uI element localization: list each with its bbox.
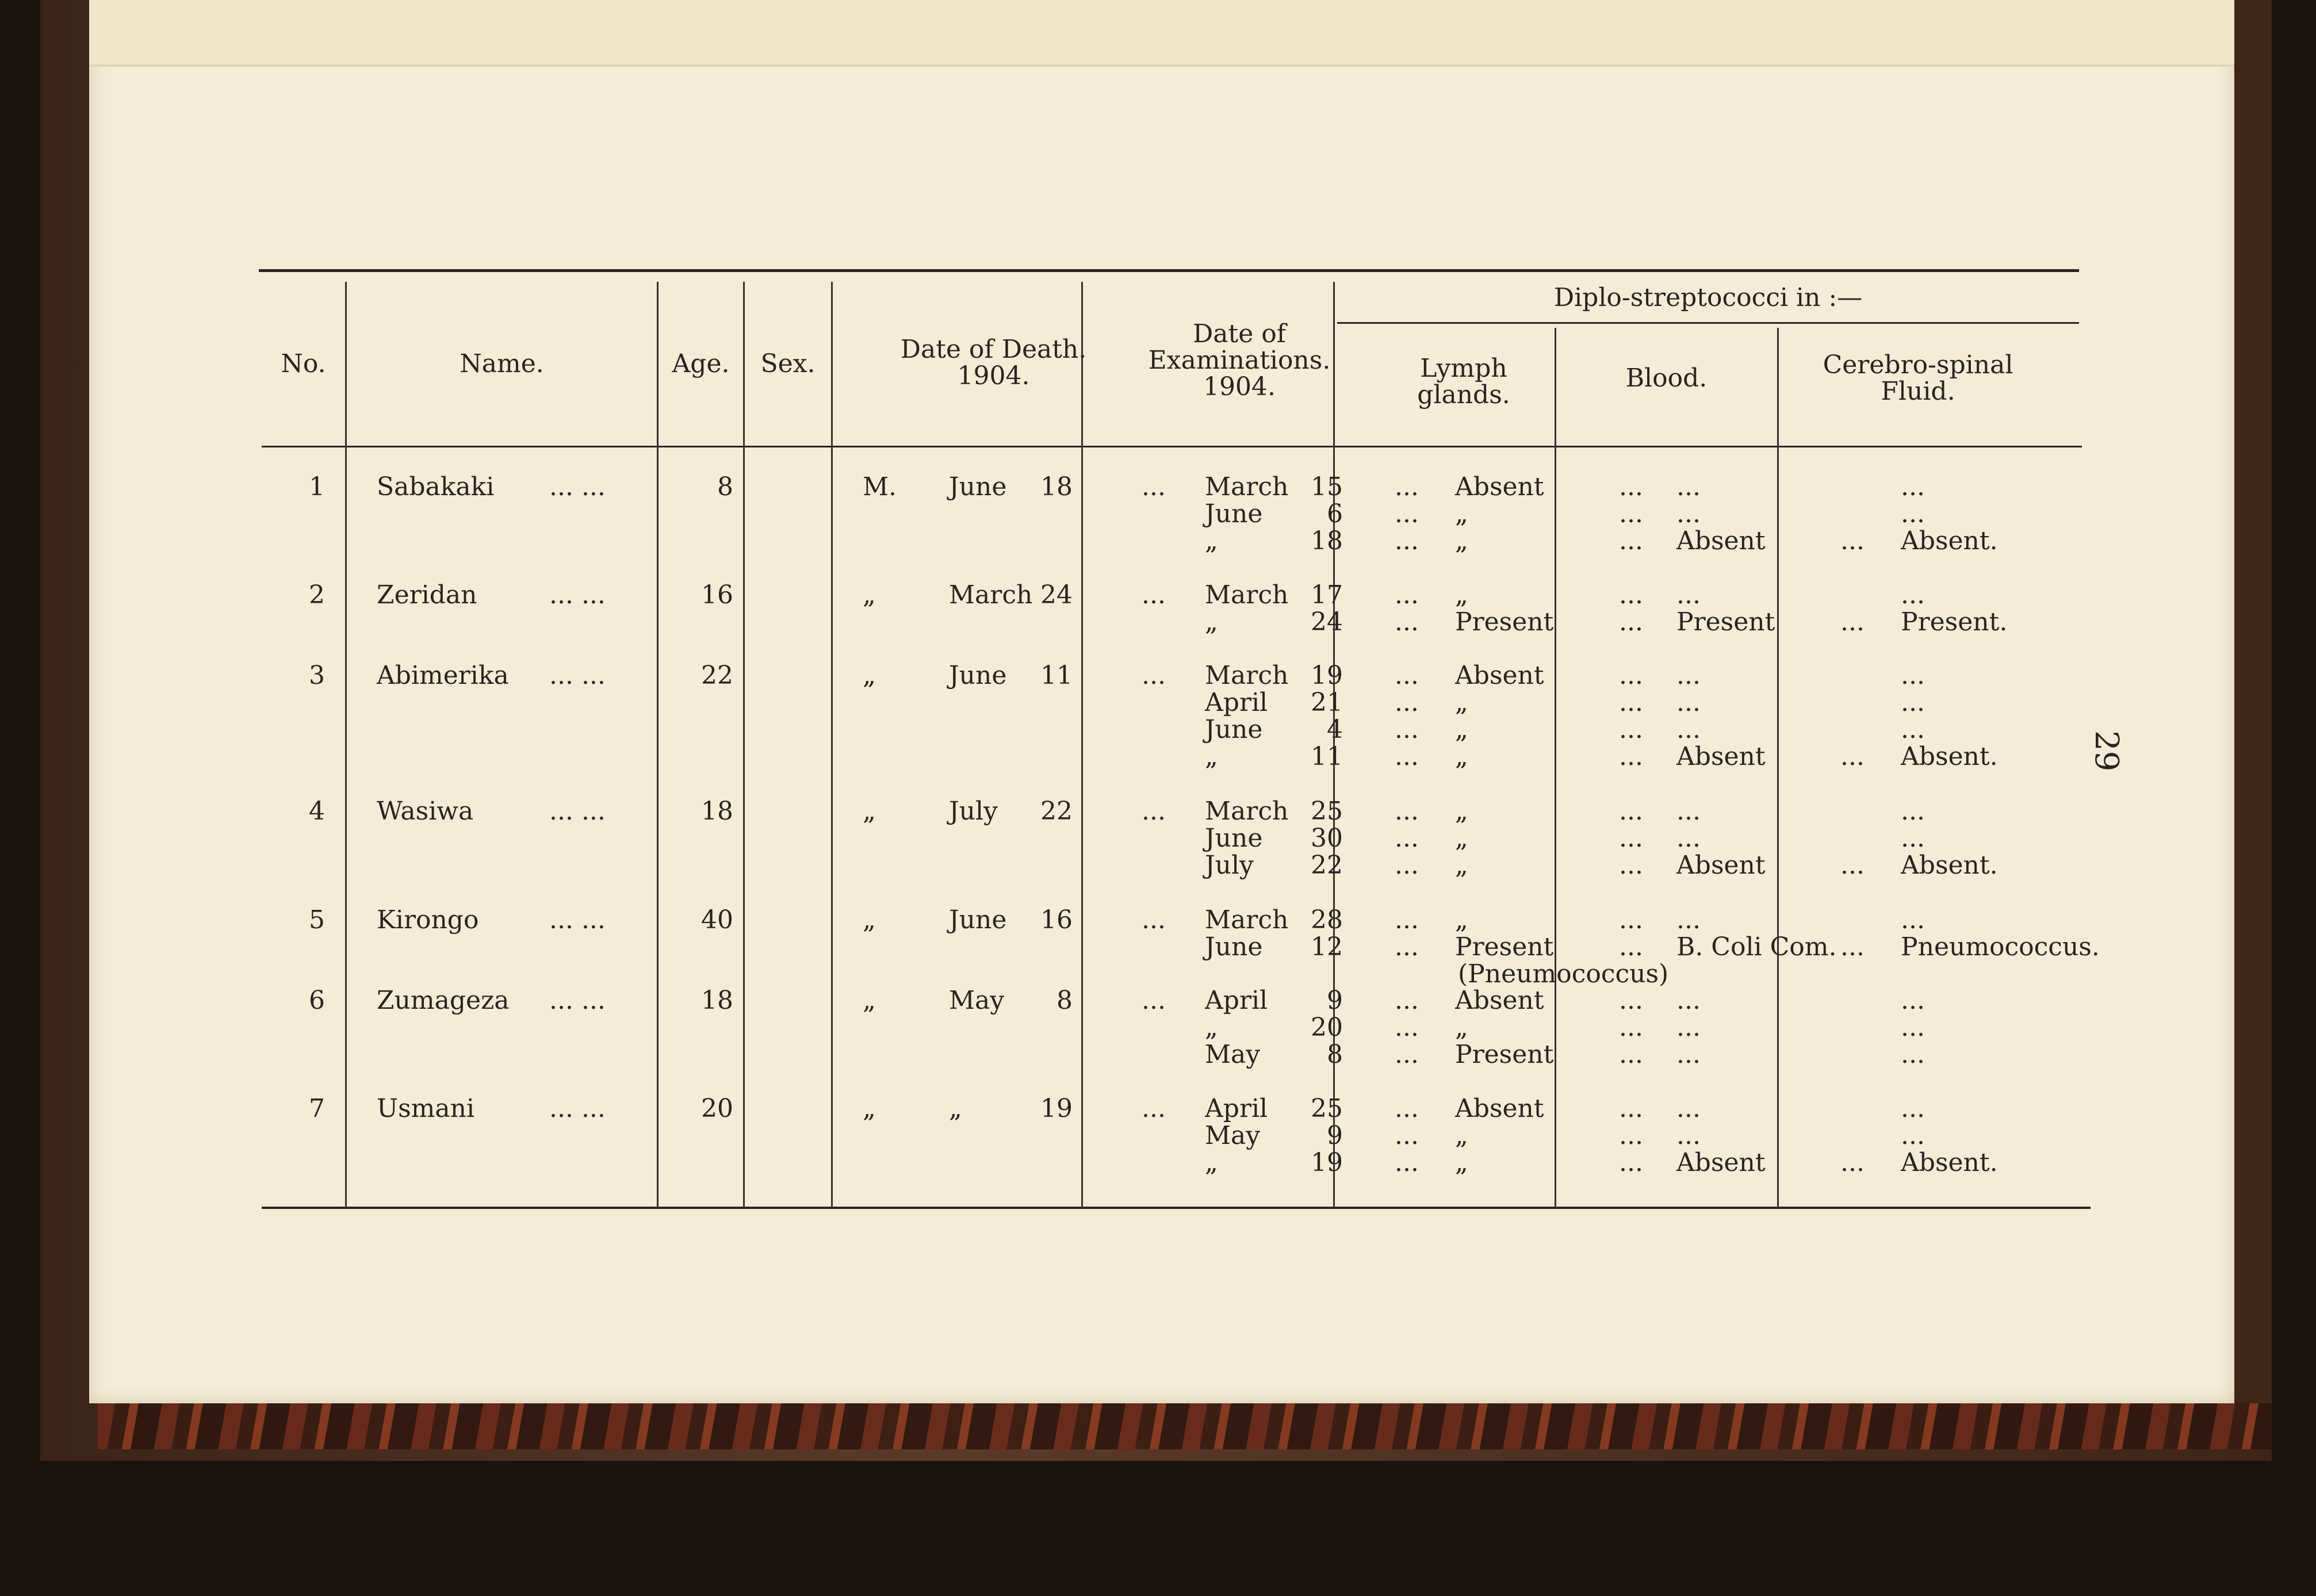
exam-csf: ... (1901, 1013, 1925, 1042)
leader-dots: ... (1619, 526, 1643, 556)
exam-csf: ... (1901, 1121, 1925, 1150)
exam-day: 9 (1327, 1121, 1343, 1150)
exam-csf: ... (1901, 1094, 1925, 1123)
exam-lymph: „ (1455, 499, 1468, 529)
header-csf: Cerebro-spinal Fluid. (1823, 350, 2013, 406)
exam-blood: ... (1676, 472, 1701, 502)
exam-blood: ... (1676, 499, 1701, 529)
leader-dots: ... (1142, 797, 1166, 826)
exam-month: June (1205, 824, 1263, 853)
top-rule (259, 269, 2079, 272)
exam-csf: ... (1901, 688, 1925, 717)
row-death-day: 22 (1040, 797, 1073, 826)
row-age: 18 (701, 797, 733, 826)
leader-dots: ... (1840, 742, 1865, 771)
leader-dots: ... (1395, 580, 1419, 610)
row-name: Zumageza (377, 986, 510, 1015)
leader-dots: ... (1619, 661, 1643, 690)
leader-dots: ... (1395, 824, 1419, 853)
row-number: 3 (309, 661, 325, 690)
leader-dots: ... (1395, 1148, 1419, 1177)
exam-lymph: „ (1455, 715, 1468, 744)
exam-month: April (1205, 688, 1268, 717)
exam-csf: ... (1901, 580, 1925, 610)
header-death: Date of Death. 1904. (900, 335, 1087, 391)
exam-day: 8 (1327, 1040, 1343, 1069)
exam-blood: ... (1676, 1121, 1701, 1150)
leader-dots: ... (1142, 472, 1166, 502)
leader-dots: ... (1395, 905, 1419, 935)
exam-day: 12 (1311, 932, 1343, 962)
bottom-rule (262, 1207, 2091, 1209)
row-sex: „ (863, 1094, 876, 1123)
row-name: Sabakaki (377, 472, 495, 502)
exam-month: April (1205, 1094, 1268, 1123)
exam-csf: ... (1901, 472, 1925, 502)
leader-dots: ... (1840, 932, 1865, 962)
exam-month: March (1205, 797, 1289, 826)
header-name: Name. (460, 349, 544, 378)
exam-day: 20 (1311, 1013, 1343, 1042)
row-death-month: March (949, 580, 1033, 610)
leader-dots: ... (1395, 1040, 1419, 1069)
row-death-day: 8 (1056, 986, 1073, 1015)
row-death-day: 24 (1040, 580, 1073, 610)
leader-dots: ... (1142, 580, 1166, 610)
leader-dots: ... (1840, 851, 1865, 880)
previous-page-edge (89, 0, 2234, 67)
col-divider (831, 282, 833, 1208)
exam-day: 15 (1311, 472, 1343, 502)
col-divider (1081, 282, 1083, 1208)
row-death-month: June (949, 472, 1007, 502)
exam-csf: Absent. (1901, 742, 1998, 771)
row-death-day: 19 (1040, 1094, 1073, 1123)
exam-lymph: „ (1455, 580, 1468, 610)
exam-day: 24 (1311, 607, 1343, 637)
leader-dots: ... (1395, 607, 1419, 637)
exam-csf: Absent. (1901, 526, 1998, 556)
header-blood: Blood. (1625, 363, 1708, 393)
leader-dots: ... ... (549, 1094, 606, 1123)
leader-dots: ... (1619, 932, 1643, 962)
exam-lymph: „ (1455, 688, 1468, 717)
exam-month: June (1205, 715, 1263, 744)
exam-lymph: „ (1455, 905, 1468, 935)
exam-blood: Absent (1676, 526, 1766, 556)
exam-lymph: Present (1455, 1040, 1554, 1069)
leader-dots: ... ... (549, 986, 606, 1015)
exam-blood: ... (1676, 688, 1701, 717)
leader-dots: ... (1840, 607, 1865, 637)
exam-blood: ... (1676, 1013, 1701, 1042)
exam-month: May (1205, 1040, 1261, 1069)
leader-dots: ... (1619, 1040, 1643, 1069)
row-sex: „ (863, 797, 876, 826)
exam-month: „ (1205, 742, 1218, 771)
exam-month: March (1205, 661, 1289, 690)
exam-blood: ... (1676, 1094, 1701, 1123)
leader-dots: ... (1619, 851, 1643, 880)
exam-month: March (1205, 472, 1289, 502)
exam-month: April (1205, 986, 1268, 1015)
exam-day: 6 (1327, 499, 1343, 529)
exam-csf: Absent. (1901, 851, 1998, 880)
exam-day: 28 (1311, 905, 1343, 935)
col-divider (743, 282, 745, 1208)
exam-lymph: „ (1455, 526, 1468, 556)
row-name: Kirongo (377, 905, 479, 935)
exam-lymph: „ (1455, 824, 1468, 853)
exam-month: „ (1205, 1013, 1218, 1042)
row-age: 20 (701, 1094, 733, 1123)
row-death-month: July (949, 797, 998, 826)
leader-dots: ... (1840, 1148, 1865, 1177)
exam-csf: ... (1901, 1040, 1925, 1069)
leader-dots: ... (1619, 1094, 1643, 1123)
exam-month: March (1205, 580, 1289, 610)
exam-day: 11 (1311, 742, 1343, 771)
row-death-day: 11 (1040, 661, 1073, 690)
row-age: 18 (701, 986, 733, 1015)
row-death-month: May (949, 986, 1005, 1015)
exam-blood: Present (1676, 607, 1775, 637)
row-death-month: June (949, 661, 1007, 690)
exam-day: 22 (1311, 851, 1343, 880)
exam-csf: ... (1901, 797, 1925, 826)
leader-dots: ... ... (549, 661, 606, 690)
exam-csf: ... (1901, 824, 1925, 853)
leader-dots: ... (1619, 1148, 1643, 1177)
leader-dots: ... (1619, 472, 1643, 502)
marbled-edge (98, 1403, 2272, 1449)
col-divider (1777, 328, 1779, 1208)
leader-dots: ... (1395, 688, 1419, 717)
exam-month: May (1205, 1121, 1261, 1150)
exam-month: June (1205, 932, 1263, 962)
leader-dots: ... (1619, 1013, 1643, 1042)
exam-day: 30 (1311, 824, 1343, 853)
exam-lymph: „ (1455, 1013, 1468, 1042)
row-name: Usmani (377, 1094, 475, 1123)
row-name: Zeridan (377, 580, 477, 610)
row-age: 8 (717, 472, 733, 502)
exam-day: 9 (1327, 986, 1343, 1015)
exam-blood: Absent (1676, 1148, 1766, 1177)
lymph-note: (Pneumococcus) (1458, 959, 1669, 989)
exam-blood: Absent (1676, 742, 1766, 771)
leader-dots: ... (1619, 824, 1643, 853)
leader-dots: ... (1395, 797, 1419, 826)
exam-lymph: Absent (1455, 661, 1544, 690)
leader-dots: ... (1142, 905, 1166, 935)
exam-csf: Absent. (1901, 1148, 1998, 1177)
leader-dots: ... ... (549, 472, 606, 502)
leader-dots: ... (1619, 797, 1643, 826)
exam-month: „ (1205, 526, 1218, 556)
leader-dots: ... (1619, 499, 1643, 529)
exam-lymph: „ (1455, 797, 1468, 826)
exam-blood: ... (1676, 580, 1701, 610)
leader-dots: ... (1395, 1013, 1419, 1042)
leader-dots: ... (1619, 1121, 1643, 1150)
header-sex: Sex. (760, 349, 816, 378)
exam-lymph: „ (1455, 1148, 1468, 1177)
leader-dots: ... (1395, 1121, 1419, 1150)
exam-csf: ... (1901, 499, 1925, 529)
exam-csf: ... (1901, 661, 1925, 690)
leader-dots: ... ... (549, 580, 606, 610)
book-page (89, 0, 2234, 1403)
header-age: Age. (672, 349, 730, 378)
exam-blood: ... (1676, 986, 1701, 1015)
row-death-day: 16 (1040, 905, 1073, 935)
leader-dots: ... (1619, 742, 1643, 771)
leader-dots: ... (1395, 499, 1419, 529)
row-sex: „ (863, 986, 876, 1015)
exam-day: 19 (1311, 1148, 1343, 1177)
leader-dots: ... ... (549, 797, 606, 826)
page-number: 29 (2088, 730, 2125, 772)
col-divider (345, 282, 347, 1208)
header-lymph: Lymph glands. (1417, 354, 1510, 409)
row-number: 1 (309, 472, 325, 502)
group-header: Diplo-streptococci in :— (1553, 283, 1863, 312)
leader-dots: ... (1395, 526, 1419, 556)
row-number: 2 (309, 580, 325, 610)
leader-dots: ... (1395, 661, 1419, 690)
exam-lymph: Absent (1455, 1094, 1544, 1123)
row-age: 22 (701, 661, 733, 690)
leader-dots: ... (1395, 932, 1419, 962)
leader-dots: ... (1142, 661, 1166, 690)
leader-dots: ... (1142, 986, 1166, 1015)
row-death-month: „ (949, 1094, 962, 1123)
exam-month: „ (1205, 607, 1218, 637)
exam-day: 17 (1311, 580, 1343, 610)
exam-csf: Present. (1901, 607, 2008, 637)
exam-day: 25 (1311, 797, 1343, 826)
header-rule (262, 446, 2082, 447)
exam-blood: ... (1676, 661, 1701, 690)
col-divider (1555, 328, 1556, 1208)
leader-dots: ... (1395, 851, 1419, 880)
exam-lymph: Absent (1455, 472, 1544, 502)
leader-dots: ... (1395, 986, 1419, 1015)
exam-csf: Pneumococcus. (1901, 932, 2100, 962)
row-number: 6 (309, 986, 325, 1015)
row-name: Abimerika (377, 661, 509, 690)
row-number: 5 (309, 905, 325, 935)
row-sex: „ (863, 905, 876, 935)
exam-day: 25 (1311, 1094, 1343, 1123)
row-death-month: June (949, 905, 1007, 935)
leader-dots: ... (1619, 607, 1643, 637)
col-divider (657, 282, 659, 1208)
leader-dots: ... (1619, 905, 1643, 935)
row-sex: „ (863, 661, 876, 690)
row-number: 4 (309, 797, 325, 826)
exam-blood: ... (1676, 1040, 1701, 1069)
exam-month: July (1205, 851, 1254, 880)
leader-dots: ... (1619, 688, 1643, 717)
row-age: 40 (701, 905, 733, 935)
exam-lymph: „ (1455, 851, 1468, 880)
exam-month: June (1205, 499, 1263, 529)
leader-dots: ... ... (549, 905, 606, 935)
leader-dots: ... (1395, 1094, 1419, 1123)
exam-day: 19 (1311, 661, 1343, 690)
leader-dots: ... (1395, 472, 1419, 502)
leader-dots: ... (1619, 580, 1643, 610)
exam-blood: ... (1676, 797, 1701, 826)
exam-blood: ... (1676, 905, 1701, 935)
row-sex: M. (863, 472, 897, 502)
leader-dots: ... (1619, 986, 1643, 1015)
row-name: Wasiwa (377, 797, 474, 826)
row-death-day: 18 (1040, 472, 1073, 502)
leader-dots: ... (1395, 715, 1419, 744)
header-exam: Date of Examinations. 1904. (1148, 319, 1331, 401)
exam-csf: ... (1901, 715, 1925, 744)
exam-lymph: „ (1455, 1121, 1468, 1150)
header-no: No. (281, 349, 326, 378)
group-rule (1337, 322, 2079, 324)
row-number: 7 (309, 1094, 325, 1123)
exam-blood: B. Coli Com. (1676, 932, 1837, 962)
leader-dots: ... (1395, 742, 1419, 771)
exam-lymph: Present (1455, 932, 1554, 962)
leader-dots: ... (1619, 715, 1643, 744)
exam-lymph: Absent (1455, 986, 1544, 1015)
exam-day: 21 (1311, 688, 1343, 717)
exam-lymph: „ (1455, 742, 1468, 771)
exam-csf: ... (1901, 986, 1925, 1015)
exam-csf: ... (1901, 905, 1925, 935)
leader-dots: ... (1840, 526, 1865, 556)
row-age: 16 (701, 580, 733, 610)
exam-day: 18 (1311, 526, 1343, 556)
exam-blood: Absent (1676, 851, 1766, 880)
exam-lymph: Present (1455, 607, 1554, 637)
leader-dots: ... (1142, 1094, 1166, 1123)
row-sex: „ (863, 580, 876, 610)
exam-month: „ (1205, 1148, 1218, 1177)
exam-blood: ... (1676, 824, 1701, 853)
exam-day: 4 (1327, 715, 1343, 744)
exam-blood: ... (1676, 715, 1701, 744)
exam-month: March (1205, 905, 1289, 935)
